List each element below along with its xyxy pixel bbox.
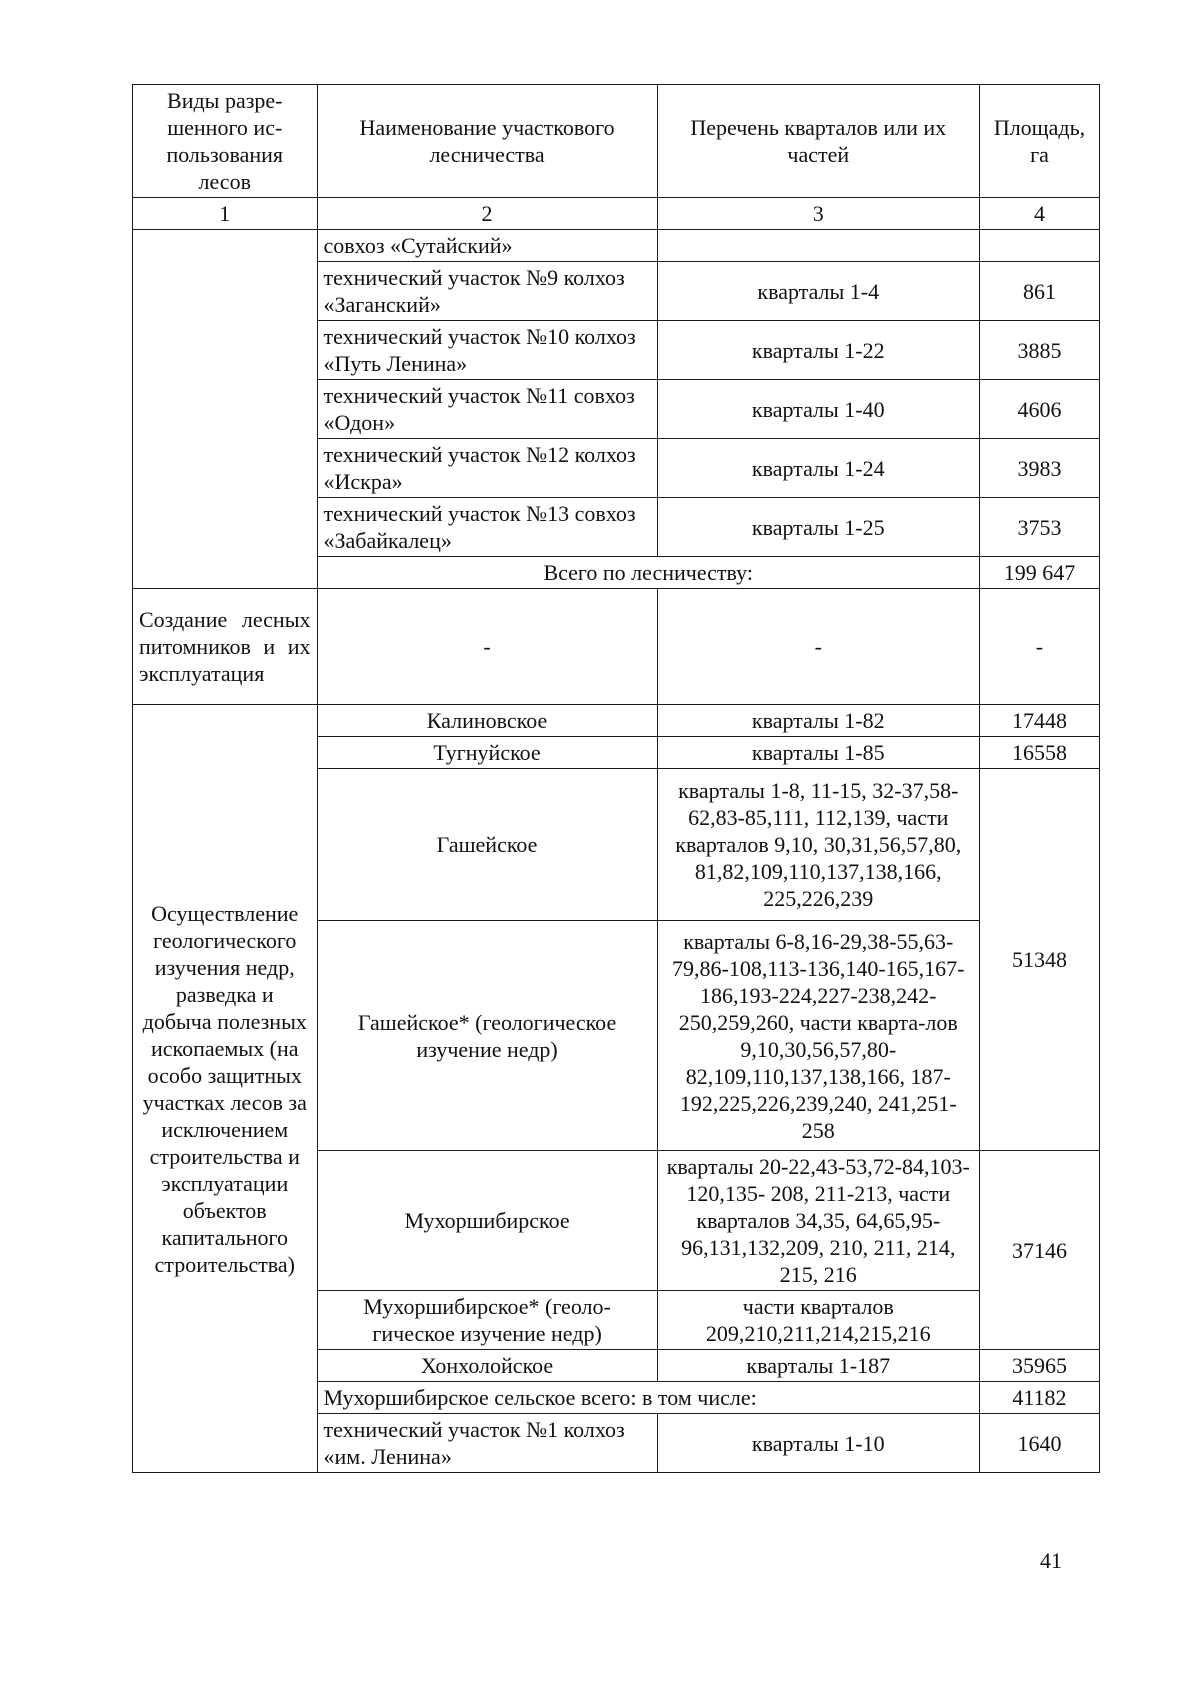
total-label: Всего по лесничеству: (317, 557, 979, 589)
area-value: 17448 (979, 705, 1099, 737)
column-number-2: 2 (317, 198, 657, 230)
column-number-3: 3 (657, 198, 979, 230)
forestry-name: Гашейское* (геологическое изучение недр) (317, 921, 657, 1151)
forestry-name: - (317, 589, 657, 705)
area-value (979, 230, 1099, 262)
area-value: 16558 (979, 737, 1099, 769)
forest-use-table (132, 84, 1100, 1473)
forestry-name: Мухоршибирское* (геоло-гическое изучение недр) (317, 1291, 657, 1350)
table-row (133, 230, 1100, 262)
subtotal-value: 41182 (979, 1382, 1099, 1414)
quarters-list (657, 230, 979, 262)
quarters-list: кварталы 1-82 (657, 705, 979, 737)
area-value: 4606 (979, 380, 1099, 439)
quarters-list: кварталы 20-22,43-53,72-84,103-120,135- 208, 211-213, части кварталов 34,35, 64,65,95-96,131,132,209, 210, 211, 214, 215, 216 (657, 1151, 979, 1291)
use-type-cell-empty (133, 230, 318, 589)
quarters-list: кварталы 6-8,16-29,38-55,63-79,86-108,113-136,140-165,167-186,193-224,227-238,242-250,259,260, части кварта-лов 9,10,30,56,57,80-82,109,110,137,138,166, 187-192,225,226,239,240, 241,251-258 (657, 921, 979, 1151)
area-value: - (979, 589, 1099, 705)
total-value: 199 647 (979, 557, 1099, 589)
quarters-list: части кварталов 209,210,211,214,215,216 (657, 1291, 979, 1350)
header-quarters-list: Перечень кварталов или их частей (657, 85, 979, 198)
area-value: 51348 (979, 769, 1099, 1151)
area-value: 3983 (979, 439, 1099, 498)
column-number-1: 1 (133, 198, 318, 230)
area-value: 861 (979, 262, 1099, 321)
table-row (133, 705, 1100, 737)
use-type-nurseries: Создание лесных питомников и их эксплуатация (133, 589, 318, 705)
quarters-list: кварталы 1-8, 11-15, 32-37,58-62,83-85,111, 112,139, части кварталов 9,10, 30,31,56,57,80, 81,82,109,110,137,138,166, 225,226,239 (657, 769, 979, 921)
forestry-name: Тугнуйское (317, 737, 657, 769)
column-number-4: 4 (979, 198, 1099, 230)
forestry-name: Гашейское (317, 769, 657, 921)
table-row (133, 589, 1100, 705)
area-value: 37146 (979, 1151, 1099, 1350)
forestry-name: технический участок №10 колхоз «Путь Ленина» (317, 321, 657, 380)
area-value: 1640 (979, 1414, 1099, 1473)
forestry-name: совхоз «Сутайский» (317, 230, 657, 262)
quarters-list: кварталы 1-187 (657, 1350, 979, 1382)
header-area: Площадь, га (979, 85, 1099, 198)
page-number: 41 (1040, 1548, 1062, 1573)
quarters-list: кварталы 1-4 (657, 262, 979, 321)
forestry-name: технический участок №13 совхоз «Забайкалец» (317, 498, 657, 557)
quarters-list: кварталы 1-10 (657, 1414, 979, 1473)
forestry-name: технический участок №9 колхоз «Заганский» (317, 262, 657, 321)
quarters-list: кварталы 1-24 (657, 439, 979, 498)
header-row (133, 85, 1100, 198)
area-value: 3753 (979, 498, 1099, 557)
subtotal-label: Мухоршибирское сельское всего: в том числе: (317, 1382, 979, 1414)
forestry-name: технический участок №12 колхоз «Искра» (317, 439, 657, 498)
use-type-geology: Осуществление геологического изучения недр, разведка и добыча полезных ископаемых (на особо защитных участках лесов за исключением строительства и эксплуатации объектов капитального строительства) (133, 705, 318, 1473)
forestry-name: технический участок №11 совхоз «Одон» (317, 380, 657, 439)
header-use-type: Виды разре-шенного ис-пользования лесов (133, 85, 318, 198)
area-value: 3885 (979, 321, 1099, 380)
area-value: 35965 (979, 1350, 1099, 1382)
header-forestry-name: Наименование участкового лесничества (317, 85, 657, 198)
quarters-list: кварталы 1-85 (657, 737, 979, 769)
column-number-row (133, 198, 1100, 230)
forestry-name: Калиновское (317, 705, 657, 737)
forestry-name: Хонхолойское (317, 1350, 657, 1382)
quarters-list: кварталы 1-22 (657, 321, 979, 380)
quarters-list: - (657, 589, 979, 705)
forestry-name: Мухоршибирское (317, 1151, 657, 1291)
quarters-list: кварталы 1-40 (657, 380, 979, 439)
forestry-name: технический участок №1 колхоз «им. Ленина» (317, 1414, 657, 1473)
quarters-list: кварталы 1-25 (657, 498, 979, 557)
